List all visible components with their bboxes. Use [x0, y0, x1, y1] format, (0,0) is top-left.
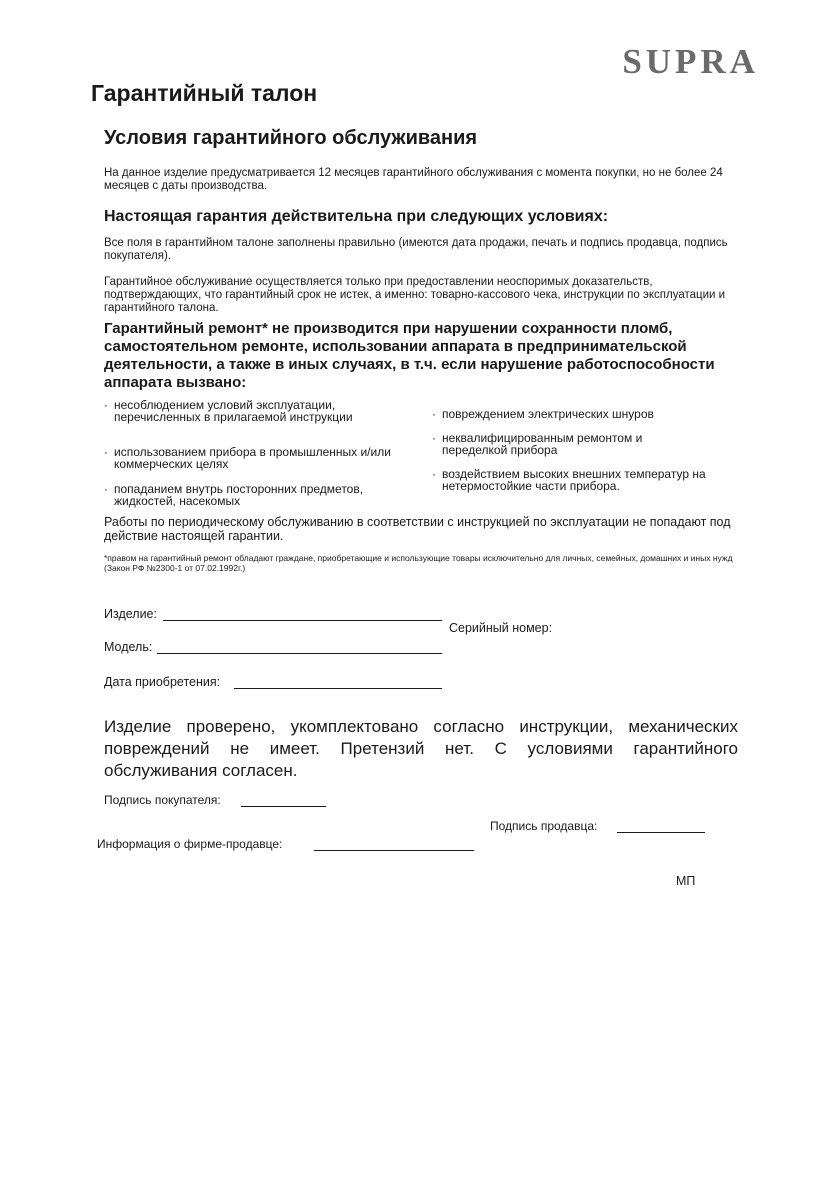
bullet-item: · использованием прибора в промышленных и/или коммерческих целях [104, 445, 391, 471]
product-label: Изделие: [104, 607, 157, 621]
buyer-signature-field[interactable] [241, 806, 326, 807]
seller-info-label: Информация о фирме-продавце: [97, 837, 283, 851]
intro-text: На данное изделие предусматривается 12 месяцев гарантийного обслуживания с момента покупки, но не более 24 месяцев с даты производства. [104, 167, 723, 192]
serial-label: Серийный номер: [449, 621, 553, 635]
product-field[interactable] [163, 620, 442, 621]
exclusions-heading: Гарантийный ремонт* не производится при нарушении сохранности пломб, самостоятельном ремонте, использовании аппарата в предпринимательской деятельности, а также в иных случаях, в т.ч. если нарушение работоспособности аппарата вызвано: [104, 320, 715, 391]
condition-2: Гарантийное обслуживание осуществляется только при предоставлении неоспоримых доказательств, подтверждающих, что гарантийный срок не истек, а именно: товарно-кассового чека, инструкции по эксплуатации и гарантийного талона. [104, 276, 726, 314]
model-label: Модель: [104, 640, 153, 654]
condition-1: Все поля в гарантийном талоне заполнены правильно (имеются дата продажи, печать и подпись продавца, подпись покупателя). [104, 237, 728, 262]
page-title: Гарантийный талон [91, 80, 318, 106]
bullet-item: · воздействием высоких внешних температур на нетермостойкие части прибора. [432, 467, 706, 493]
purchase-date-field[interactable] [234, 688, 442, 689]
seller-signature-field[interactable] [617, 832, 705, 833]
bullet-item: · несоблюдением условий эксплуатации, перечисленных в прилагаемой инструкции [104, 398, 353, 424]
bullet-item: · попаданием внутрь посторонних предметов, жидкостей, насекомых [104, 482, 364, 508]
bullet-item: · повреждением электрических шнуров [432, 407, 654, 421]
acceptance-statement: Изделие проверено, укомплектовано согласно инструкции, механических повреждений не имеет. Претензий нет. С условиями гарантийного обслуживания согласен. [104, 717, 738, 780]
conditions-heading: Настоящая гарантия действительна при следующих условиях: [104, 208, 609, 225]
stamp-label: МП [676, 874, 696, 888]
maintenance-note: Работы по периодическому обслуживанию в соответствии с инструкцией по эксплуатации не попадают под действие настоящей гарантии. [104, 515, 731, 543]
bullet-item: · неквалифицированным ремонтом и переделкой прибора [432, 431, 643, 457]
purchase-date-label: Дата приобретения: [104, 675, 221, 689]
buyer-signature-label: Подпись покупателя: [104, 793, 221, 807]
model-field[interactable] [157, 653, 442, 654]
seller-info-field[interactable] [314, 850, 474, 851]
brand-logo: SUPRA [622, 42, 759, 81]
section-title: Условия гарантийного обслуживания [104, 127, 478, 149]
footnote: *правом на гарантийный ремонт обладают граждане, приобретающие и использующие товары исключительно для личных, семейных, домашних и иных нужд (Закон РФ №2300-1 от 07.02.1992г.) [104, 553, 733, 573]
seller-signature-label: Подпись продавца: [490, 819, 598, 833]
